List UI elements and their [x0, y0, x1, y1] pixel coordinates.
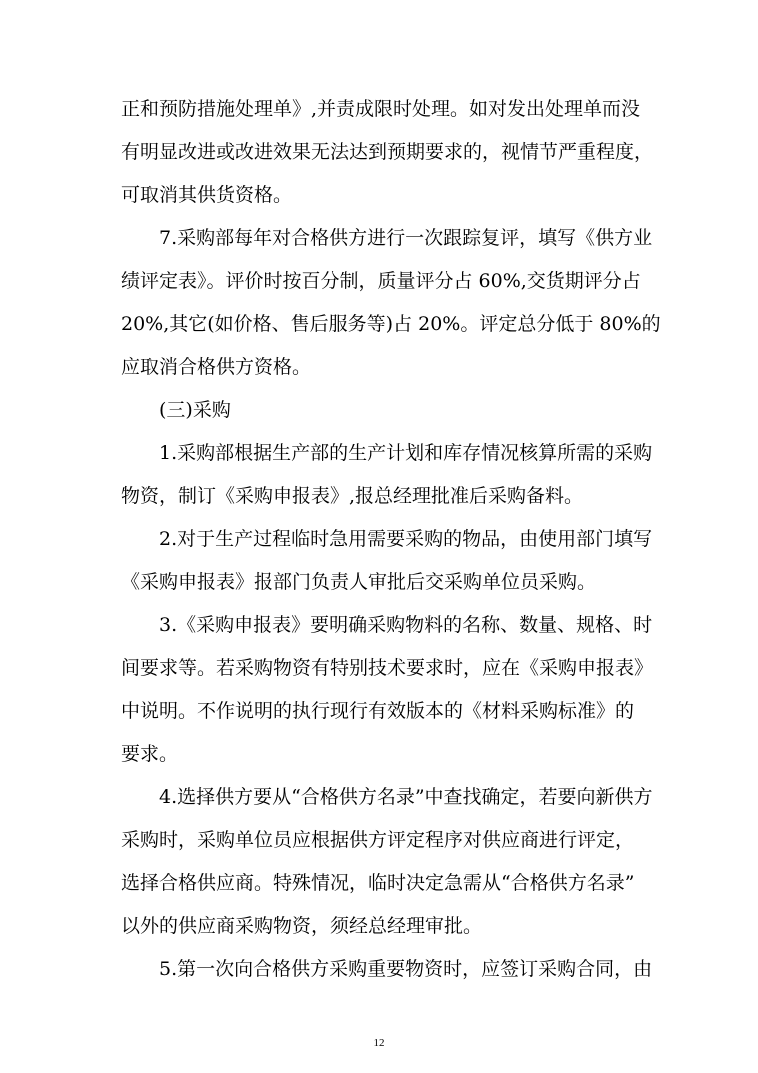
paragraph-start-line: 7.采购部每年对合格供方进行一次跟踪复评，填写《供方业	[159, 227, 653, 249]
text-line: 20%,其它(如价格、售后服务等)占 20%。评定总分低于 80%的	[121, 313, 661, 335]
text-line: 中说明。不作说明的执行现行有效版本的《材料采购标准》的	[121, 700, 635, 722]
paragraph-start-line: 5.第一次向合格供方采购重要物资时，应签订采购合同，由	[159, 958, 653, 980]
section-heading: (三)采购	[159, 399, 231, 421]
text-line: 有明显改进或改进效果无法达到预期要求的，视情节严重程度，	[121, 141, 654, 163]
text-line: 应取消合格供方资格。	[121, 356, 312, 378]
paragraph-start-line: 1.采购部根据生产部的生产计划和库存情况核算所需的采购	[159, 442, 653, 464]
text-line: 正和预防措施处理单》,并责成限时处理。如对发出处理单而没	[121, 98, 641, 120]
page-number: 12	[373, 1037, 385, 1049]
paragraph-start-line: 3.《采购申报表》要明确采购物料的名称、数量、规格、时	[159, 614, 653, 636]
paragraph-start-line: 4.选择供方要从“合格供方名录”中查找确定，若要向新供方	[159, 786, 653, 808]
text-line: 可取消其供货资格。	[121, 184, 293, 206]
text-line: 以外的供应商采购物资，须经总经理审批。	[121, 915, 483, 937]
text-line: 要求。	[121, 743, 179, 765]
text-line: 采购时，采购单位员应根据供方评定程序对供应商进行评定，	[121, 829, 635, 851]
text-line: 选择合格供应商。特殊情况，临时决定急需从“合格供方名录”	[121, 872, 635, 894]
text-line: 间要求等。若采购物资有特别技术要求时，应在《采购申报表》	[121, 657, 654, 679]
text-line: 绩评定表》。评价时按百分制，质量评分占 60%,交货期评分占	[121, 270, 641, 292]
text-line: 《采购申报表》报部门负责人审批后交采购单位员采购。	[121, 571, 597, 593]
paragraph-start-line: 2.对于生产过程临时急用需要采购的物品，由使用部门填写	[159, 528, 653, 550]
text-line: 物资，制订《采购申报表》,报总经理批准后采购备料。	[121, 485, 584, 507]
